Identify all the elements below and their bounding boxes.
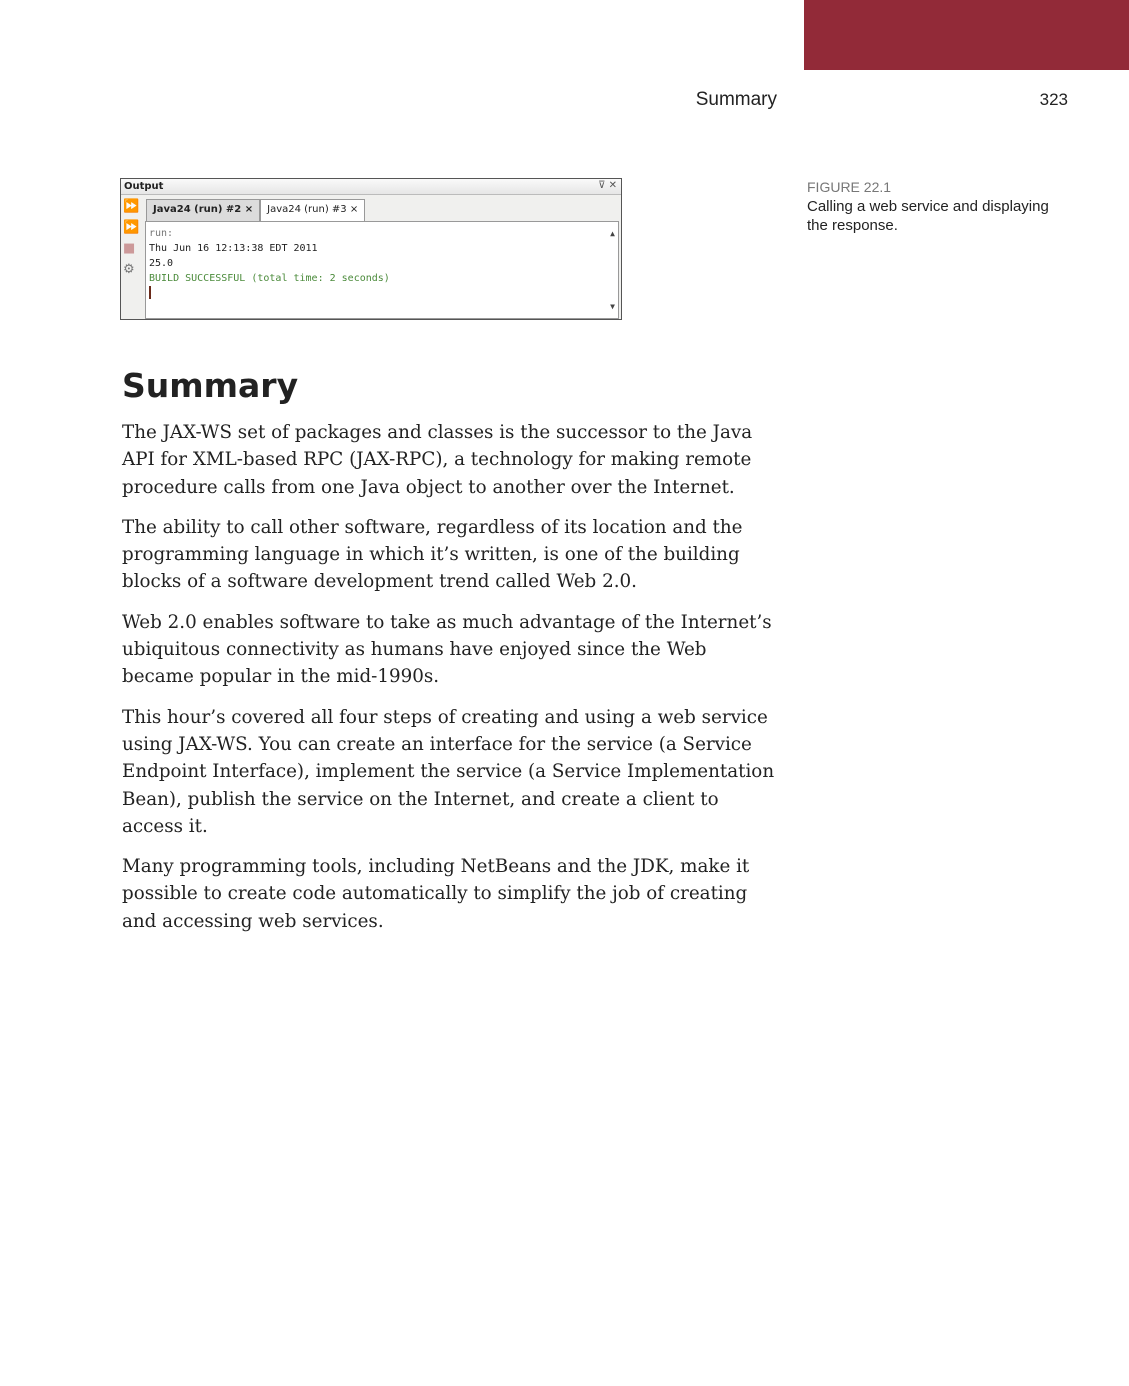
output-console [145,221,619,319]
rerun-icon: ⏩ [123,199,140,214]
running-title: Summary [695,89,777,110]
window-controls-icon: ⊽ ✕ [598,180,617,191]
scroll-up-icon: ▲ [610,229,615,238]
paragraph: Many programming tools, including NetBeans and the JDK, make it possible to create code automatically to simplify the job of creating and accessing web services. [122,856,750,932]
page-number: 323 [1039,90,1068,109]
section-body [122,419,782,948]
output-tabs [146,199,365,221]
output-line: 25.0 [149,258,174,269]
output-line: BUILD SUCCESSFUL (total time: 2 seconds) [149,273,390,284]
scroll-down-icon: ▼ [610,302,615,311]
output-toolbar [123,199,141,283]
section-heading: Summary [122,366,299,405]
text-cursor [149,286,151,299]
paragraph: This hour’s covered all four steps of creating and using a web service using JAX-WS. You can create an interface for the service (a Service Endpoint Interface), implement the service (a Service Implementation Bean), publish the service on the Internet, and create a client to access it. [122,706,775,837]
paragraph: The JAX-WS set of packages and classes is the successor to the Java API for XML-based RPC (JAX-RPC), a technology for making remote procedure calls from one Java object to another over the Internet. [122,422,753,498]
output-line: Thu Jun 16 12:13:38 EDT 2011 [149,243,318,254]
figure-label: FIGURE 22.1 [807,179,892,195]
stop-icon: ■ [123,241,136,256]
paragraph: The ability to call other software, regardless of its location and the programming language in which it’s written, is one of the building blocks of a software development trend called Web 2.0. [122,516,743,593]
figure-output-window [120,178,622,320]
figure-caption-text: Calling a web service and displaying the response. [807,198,1049,234]
figure-caption [807,178,1067,235]
output-line: run: [149,228,174,239]
chapter-color-band [804,0,1129,70]
rerun-different-icon: ⏩ [123,220,140,235]
settings-icon: ⚙ [123,262,135,277]
tab-run-3: Java24 (run) #3 × [260,199,365,221]
tab-run-2: Java24 (run) #2 × [146,199,260,221]
output-window-title: Output [121,179,621,195]
paragraph: Web 2.0 enables software to take as much advantage of the Internet’s ubiquitous connectivity as humans have enjoyed since the Web became popular in the mid-1990s. [122,611,772,688]
